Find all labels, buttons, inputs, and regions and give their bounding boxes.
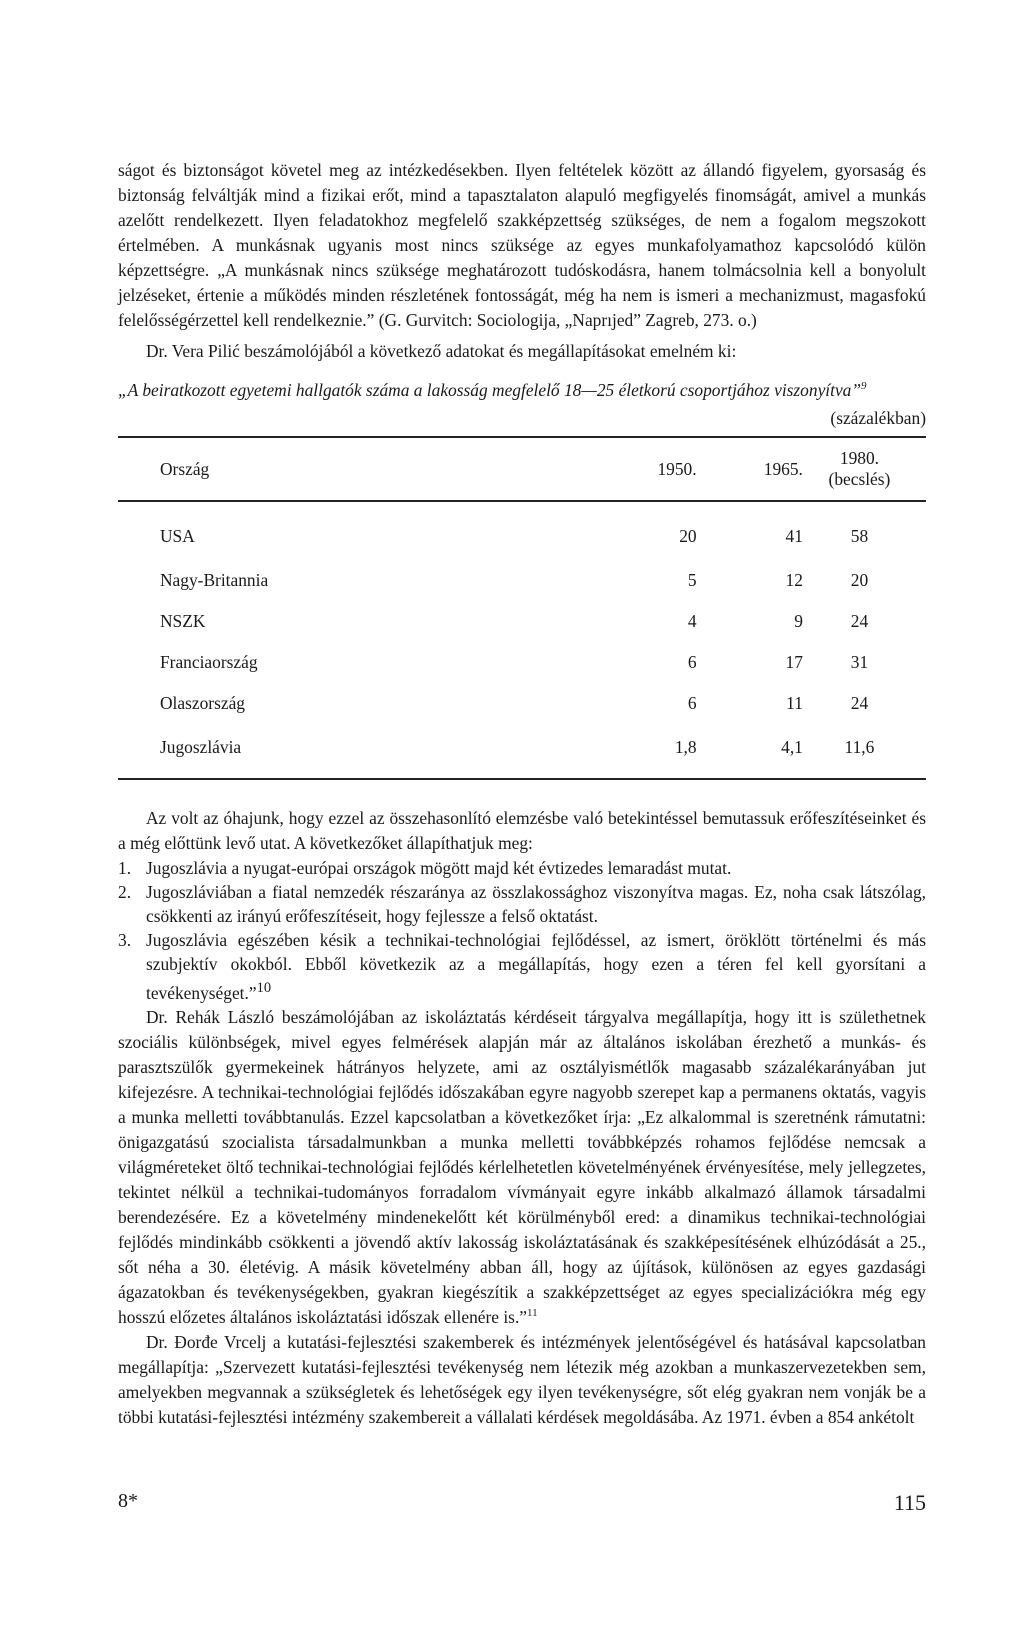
paragraph-vrcelj: Dr. Đorđe Vrcelj a kutatási-fejlesztési szakemberek és intézmények jelentőségével és hatásával kapcsolatban megállapítja: „Szervezett kutatási-fejlesztési tevékenység nem létezik még azokban a munkaszervezetekben sem, amelyekben megvannak a szükségletek és lehetőségek egy ilyen tevékenységre, sőt elég gyakran nem vonják be a többi kutatási-fejlesztési intézmény szakembereit a vállalati kérdések megoldásába. Az 1971. évben a 854 ankétolt bbox=[118, 1331, 926, 1427]
table-caption-text: „A beiratkozott egyetemi hallgatók száma a lakosság megfelelő 18—25 életkorú csoportjához viszonyítva” bbox=[118, 380, 862, 400]
cell-country: Franciaország bbox=[160, 652, 258, 672]
cell-1980: 31 bbox=[850, 652, 869, 672]
paragraph-top: ságot és biztonságot követel meg az intézkedésekben. Ilyen feltételek között az állandó figyelem, gyorsaság és biztonság felváltják mind a fizikai erőt, mind a tapasztalaton alapuló megfigyelés finomságát, amivel a munkás azelőtt rendelkezett. Ilyen feladatokhoz megfelelő szakképzettség szükséges, de nem a fogalom megszokott értelmében. A munkásnak ugyanis most nincs szüksége az egyes munkafolyamathoz kapcsolódó külön képzettségre. „A munkásnak nincs szüksége meghatározott tudóskodásra, hanem tolmácsolnia kell a bonyolult jelzéseket, értenie a működés minden részletének fontosságát, még ha nem is ismeri a mechanizmust, magasfokú felelősségérzettel kell rendelkeznie.” (G. Gurvitch: Sociologija, „Naprıjed” Zagreb, 273. o.) bbox=[118, 160, 926, 330]
cell-1950: 6 bbox=[687, 693, 697, 713]
table-row bbox=[118, 601, 926, 642]
finding-text: Jugoszláviában a fiatal nemzedék részaránya az összlakossághoz viszonyítva magas. Ez, noha csak látszólag, csökkenti az irányú erőfeszítéseit, hogy fejlessze a felső oktatást. bbox=[146, 882, 926, 926]
header-1980-year: 1980. bbox=[839, 448, 880, 468]
table-row bbox=[118, 642, 926, 683]
cell-country: Nagy-Britannia bbox=[160, 570, 269, 590]
finding-item bbox=[118, 928, 926, 1005]
cell-1980: 20 bbox=[850, 570, 869, 590]
cell-1980: 58 bbox=[850, 525, 869, 546]
finding-text: Jugoszlávia egészében késik a technikai-technológiai fejlődéssel, az ismert, öröklött történelmi és más szubjektív okokból. Ebből következik az a megállapítás, hogy ezen a téren fel kell gyorsítani a tevékenységet.” bbox=[146, 930, 926, 1003]
page-number: 115 bbox=[893, 1490, 926, 1515]
paragraph-rehak-text: Dr. Rehák László beszámolójában az iskoláztatás kérdéseit tárgyalva megállapítja, hogy itt is születhetnek szociális különbségek, mivel egyes felmérések alapján már az általános iskolában érezhető a munkás- és parasztszülők gyermekeinek hátrányos helyzete, ami az osztályismétlők magasabb százalékarányában jut kifejezésre. A technikai-technológiai fejlődés időszakában egyre nagyobb szerepet kap a permanens oktatás, vagyis a munka melletti továbbtanulás. Ezzel kapcsolatban a következőket írja: „Ez alkalommal is szeretnénk rámutatni: önigazgatású szocialista társadalmunkban a munka melletti továbbképzés rohamos fejlődése nemcsak a világméreteket öltő technikai-technológiai fejlődés kérlelhetetlen követelményének érvényesítése, mely jellegzetes, tekintet nélkül a technikai-tudományos forradalom vívmányait egyre inkább alkalmazó államok társadalmi berendezésére. Ez a követelmény mindenekelőtt két körülményből ered: a dinamikus technikai-technológiai fejlődés mindinkább csökkenti a jövendő aktív lakosság iskoláztatásának és szakképesítésének elhúzódását a 25., sőt néha a 30. életévig. A másik követelmény abban áll, hogy az újítások, különösen az egyes gazdasági ágazatokban és tevékenységekben, gyakran kiegészítik a szakképzettséget az egyes specializációkra még egy hosszú előzetes általános iskoláztatási időszak ellenére is.” bbox=[118, 1006, 926, 1327]
header-1980-note: (becslés) bbox=[828, 469, 891, 489]
finding-number: 2. bbox=[118, 882, 132, 902]
cell-1950: 6 bbox=[687, 652, 697, 672]
finding-item bbox=[118, 856, 926, 880]
table-row bbox=[118, 724, 926, 779]
cell-1965: 12 bbox=[785, 570, 803, 590]
table-header-row bbox=[118, 437, 926, 501]
table-caption bbox=[118, 378, 926, 402]
page-footer bbox=[118, 1490, 926, 1520]
table-unit: (százalékban) bbox=[830, 408, 926, 428]
finding-number: 3. bbox=[118, 930, 132, 950]
cell-country: NSZK bbox=[160, 611, 206, 631]
paragraph-after-table: Az volt az óhajunk, hogy ezzel az összehasonlító elemzésbe való betekintéssel bemutassuk erőfeszítéseinket és a még előttünk levő utat. A következőket állapíthatjuk meg: bbox=[118, 808, 926, 853]
cell-1980: 24 bbox=[850, 693, 869, 713]
footnote-marker: 9 bbox=[861, 380, 867, 393]
table-row bbox=[118, 501, 926, 560]
findings-list bbox=[118, 856, 926, 1005]
enrollment-table bbox=[118, 436, 926, 780]
footnote-marker: 11 bbox=[527, 1307, 538, 1319]
paragraph-pilic-intro: Dr. Vera Pilić beszámolójából a következő adatokat és megállapításokat emelném ki: bbox=[146, 341, 737, 361]
finding-number: 1. bbox=[118, 858, 132, 878]
cell-country: Olaszország bbox=[160, 693, 245, 713]
header-1980 bbox=[803, 437, 926, 501]
footnote-marker: 10 bbox=[256, 980, 272, 996]
cell-1950: 5 bbox=[687, 570, 697, 590]
cell-1965: 17 bbox=[785, 652, 803, 672]
cell-1950: 20 bbox=[679, 525, 697, 546]
finding-text: Jugoszlávia a nyugat-európai országok mögött majd két évtizedes lemaradást mutat. bbox=[146, 858, 732, 878]
table-row bbox=[118, 683, 926, 724]
cell-country: USA bbox=[160, 525, 195, 546]
page-body bbox=[118, 158, 926, 1430]
cell-1980: 11,6 bbox=[844, 736, 875, 757]
header-1950: 1950. bbox=[590, 437, 696, 501]
cell-1965: 41 bbox=[785, 525, 803, 546]
paragraph-rehak bbox=[118, 1005, 926, 1330]
table-row bbox=[118, 560, 926, 601]
header-1965: 1965. bbox=[697, 437, 803, 501]
cell-1965: 11 bbox=[786, 693, 803, 713]
cell-1950: 4 bbox=[687, 611, 697, 631]
header-country: Ország bbox=[118, 437, 590, 501]
cell-1950: 1,8 bbox=[674, 736, 697, 757]
cell-1965: 4,1 bbox=[781, 736, 803, 757]
cell-country: Jugoszlávia bbox=[160, 736, 242, 757]
cell-1965: 9 bbox=[794, 611, 803, 631]
signature-mark: 8* bbox=[118, 1490, 138, 1512]
finding-item bbox=[118, 880, 926, 928]
cell-1980: 24 bbox=[850, 611, 869, 631]
